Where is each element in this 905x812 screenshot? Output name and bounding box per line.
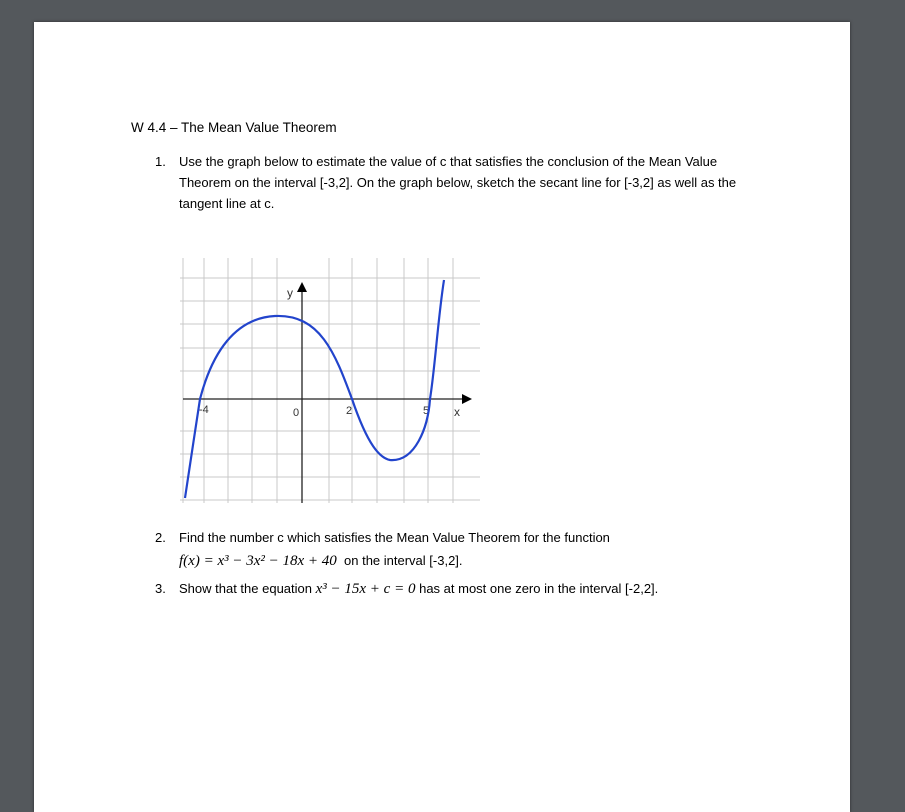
interval-text: on the interval [-3,2].	[344, 553, 463, 568]
equation-formula: x³ − 15x + c = 0	[315, 581, 416, 597]
y-axis-label: y	[287, 286, 293, 300]
y-axis-arrow	[297, 282, 307, 292]
question-text	[179, 578, 658, 600]
page-title: W 4.4 – The Mean Value Theorem	[131, 120, 337, 135]
function-formula: f(x) = x³ − 3x² − 18x + 40	[179, 553, 337, 569]
question-number: 1.	[155, 154, 166, 169]
question-number: 3.	[155, 581, 166, 596]
question-text: Use the graph below to estimate the value of c that satisfies the conclusion of the Mean Value Theorem on the interval [-3,2]. On the graph below, sketch the secant line for [-3,2] as well as the tangent line at c.	[179, 154, 737, 211]
question-number: 2.	[155, 530, 166, 545]
function-graph	[180, 258, 480, 508]
function-curve	[185, 280, 444, 498]
grid-horizontal	[180, 278, 480, 500]
question-text: Find the number c which satisfies the Mean Value Theorem for the function	[179, 530, 610, 545]
text-before-equation: Show that the equation	[179, 581, 312, 596]
tick-label-2: 2	[346, 405, 353, 417]
x-axis-label: x	[454, 405, 460, 419]
text-after-equation: has at most one zero in the interval [-2,2].	[419, 581, 659, 596]
question-2-formula-line	[179, 550, 463, 572]
document-page	[34, 22, 850, 812]
x-axis-arrow	[462, 394, 472, 404]
tick-label-0: 0	[293, 407, 300, 419]
grid-vertical	[183, 258, 453, 503]
tick-label-neg4: -4	[199, 404, 209, 416]
tick-label-5: 5	[423, 405, 430, 417]
